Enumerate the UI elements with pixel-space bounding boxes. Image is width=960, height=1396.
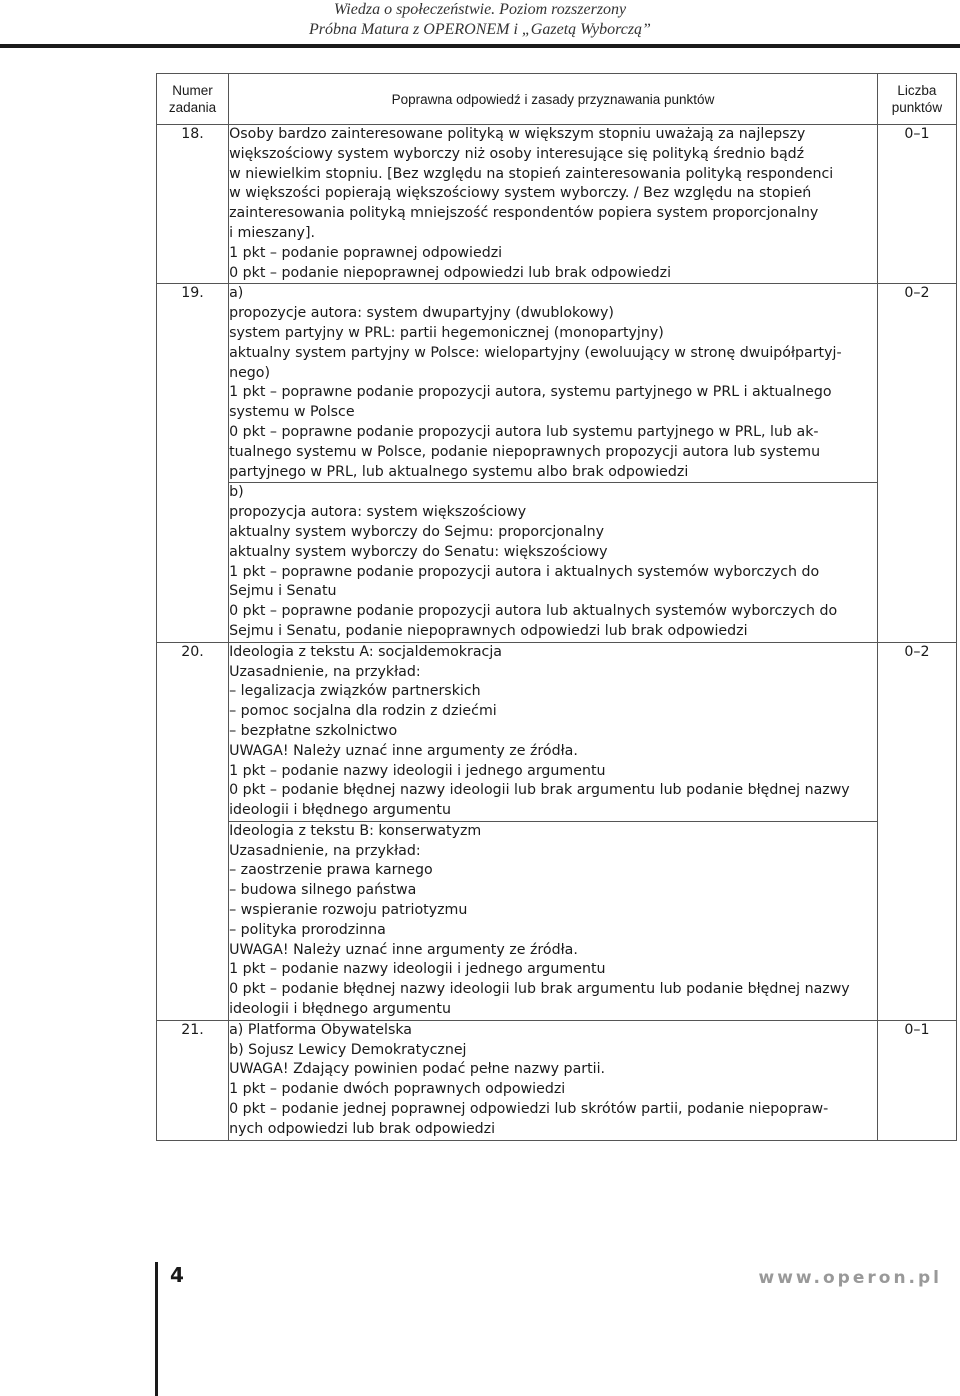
answer-line: aktualny system wyborczy do Senatu: większościowy (229, 543, 608, 560)
answer-line: aktualny system wyborczy do Sejmu: proporcjonalny (229, 523, 605, 540)
answer-line: propozycja autora: system większościowy (229, 504, 527, 521)
answer-key-table (156, 73, 957, 1141)
column-header-points: Liczba punktów (877, 74, 956, 125)
answer-line: 0 pkt – podanie niepoprawnej odpowiedzi lub brak odpowiedzi (229, 264, 672, 281)
table-row (157, 125, 957, 284)
table-body (157, 125, 957, 1141)
answer-line: UWAGA! Należy uznać inne argumenty ze źródła. (229, 742, 578, 759)
answer-line: propozycje autora: system dwupartyjny (dwublokowy) (229, 305, 614, 322)
points-value: 0–1 (877, 125, 956, 284)
points-value: 0–2 (877, 284, 956, 642)
column-header-number: Numer zadania (157, 74, 229, 125)
answer-line: Uzasadnienie, na przykład: (229, 842, 421, 859)
answer-line: w niewielkim stopniu. [Bez względu na stopień zainteresowania polityką respondenci (229, 165, 834, 182)
answer-line: b) Sojusz Lewicy Demokratycznej (229, 1041, 467, 1058)
answer-line: Uzasadnienie, na przykład: (229, 663, 421, 680)
answer-cell (229, 483, 878, 642)
points-value: 0–1 (877, 1020, 956, 1140)
answer-line: a) Platforma Obywatelska (229, 1021, 413, 1038)
answer-line: – legalizacja związków partnerskich (229, 683, 481, 700)
table-header-row (157, 74, 957, 125)
table-row (157, 821, 957, 1020)
answer-line: Osoby bardzo zainteresowane polityką w większym stopniu uważają za najlepszy (229, 126, 806, 142)
answer-line: większościowy system wyborczy niż osoby interesujące się polityką średnio bądź (229, 145, 805, 162)
footer-bar (155, 1262, 158, 1396)
answer-line: 1 pkt – podanie dwóch poprawnych odpowiedzi (229, 1081, 566, 1098)
answer-line: – wspieranie rozwoju patriotyzmu (229, 902, 468, 919)
answer-line: systemu w Polsce (229, 404, 355, 421)
answer-line: nych odpowiedzi lub brak odpowiedzi (229, 1120, 496, 1137)
answer-line: – zaostrzenie prawa karnego (229, 862, 433, 879)
answer-line: 1 pkt – podanie poprawnej odpowiedzi (229, 244, 503, 261)
header-exam-title: Próbna Matura z OPERONEM i „Gazetą Wyborczą” (309, 21, 651, 38)
answer-line: ideologii i błędnego argumentu (229, 1001, 451, 1018)
task-number: 18. (157, 125, 229, 284)
table-row (157, 642, 957, 821)
answer-line: UWAGA! Należy uznać inne argumenty ze źródła. (229, 941, 578, 958)
page-header (0, 0, 960, 44)
answer-line: Sejmu i Senatu (229, 583, 337, 600)
answer-cell (229, 821, 878, 1020)
answer-line: – bezpłatne szkolnictwo (229, 722, 398, 739)
answer-line: Ideologia z tekstu A: socjaldemokracja (229, 643, 502, 660)
publisher-website: www.operon.pl (758, 1268, 942, 1288)
answer-cell (229, 125, 878, 284)
answer-line: – polityka prorodzinna (229, 921, 386, 938)
points-value: 0–2 (877, 642, 956, 1020)
task-number: 21. (157, 1020, 229, 1140)
answer-cell (229, 284, 878, 483)
answer-line: 0 pkt – poprawne podanie propozycji autora lub systemu partyjnego w PRL, lub ak- (229, 423, 819, 440)
answer-line: 1 pkt – poprawne podanie propozycji autora, systemu partyjnego w PRL i aktualnego (229, 384, 832, 401)
answer-line: i mieszany]. (229, 224, 315, 241)
answer-line: nego) (229, 364, 271, 381)
table-row (157, 483, 957, 642)
table-row (157, 1020, 957, 1140)
task-number: 20. (157, 642, 229, 1020)
answer-line: a) (229, 285, 244, 302)
answer-line: 1 pkt – podanie nazwy ideologii i jednego argumentu (229, 762, 606, 779)
answer-line: Ideologia z tekstu B: konserwatyzm (229, 822, 482, 839)
answer-line: – pomoc socjalna dla rodzin z dziećmi (229, 703, 497, 720)
answer-line: tualnego systemu w Polsce, podanie niepoprawnych propozycji autora lub systemu (229, 443, 821, 460)
table-row (157, 284, 957, 483)
answer-line: 0 pkt – podanie jednej poprawnej odpowiedzi lub skrótów partii, podanie niepopraw- (229, 1101, 829, 1118)
answer-line: 1 pkt – podanie nazwy ideologii i jednego argumentu (229, 961, 606, 978)
answer-line: partyjnego w PRL, lub aktualnego systemu albo brak odpowiedzi (229, 463, 689, 480)
task-number: 19. (157, 284, 229, 642)
header-subject: Wiedza o społeczeństwie. Poziom rozszerzony (333, 1, 627, 18)
answer-line: 0 pkt – podanie błędnej nazwy ideologii lub brak argumentu lub podanie błędnej nazwy (229, 782, 850, 799)
answer-cell (229, 1020, 878, 1140)
answer-line: 1 pkt – poprawne podanie propozycji autora i aktualnych systemów wyborczych do (229, 563, 820, 580)
answer-line: 0 pkt – podanie błędnej nazwy ideologii lub brak argumentu lub podanie błędnej nazwy (229, 981, 850, 998)
answer-line: b) (229, 484, 244, 501)
answer-line: aktualny system partyjny w Polsce: wielopartyjny (ewoluujący w stronę dwuipółpartyj- (229, 344, 842, 361)
header-rule (0, 44, 960, 48)
answer-line: UWAGA! Zdający powinien podać pełne nazwy partii. (229, 1061, 606, 1078)
answer-line: system partyjny w PRL: partii hegemonicznej (monopartyjny) (229, 324, 664, 341)
answer-line: ideologii i błędnego argumentu (229, 802, 451, 819)
answer-line: zainteresowania polityką mniejszość respondentów popiera system proporcjonalny (229, 205, 819, 222)
answer-line: 0 pkt – poprawne podanie propozycji autora lub aktualnych systemów wyborczych do (229, 603, 838, 620)
column-header-answer: Poprawna odpowiedź i zasady przyznawania punktów (229, 74, 878, 125)
answer-line: w większości popierają większościowy system wyborczy. / Bez względu na stopień (229, 185, 812, 202)
answer-cell (229, 642, 878, 821)
answer-line: – budowa silnego państwa (229, 882, 417, 899)
page-number: 4 (170, 1263, 184, 1287)
answer-line: Sejmu i Senatu, podanie niepoprawnych odpowiedzi lub brak odpowiedzi (229, 622, 748, 639)
